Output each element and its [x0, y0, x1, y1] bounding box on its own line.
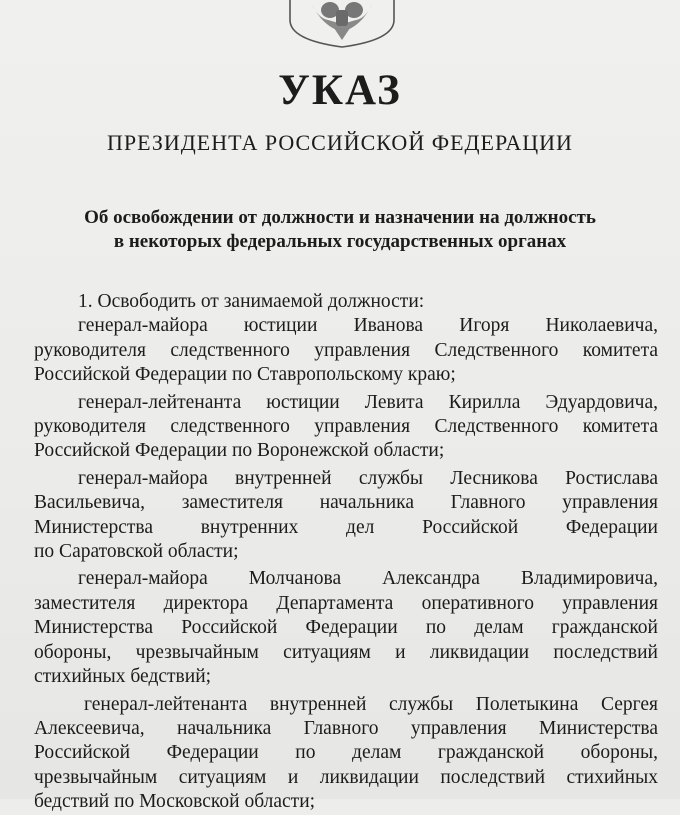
paragraph-lesnikov — [34, 467, 658, 565]
text-line: стихийных бедствий; — [34, 666, 212, 688]
text-line: Министерства Российской Федерации по делам гражданской — [34, 617, 658, 639]
paragraph-poletykin — [34, 693, 658, 815]
text-line: Российской Федерации по делам гражданской обороны, — [34, 742, 658, 764]
text-line: по Саратовской области; — [34, 541, 239, 563]
heading-line: в некоторых федеральных государственных органах — [113, 231, 567, 252]
heading-line: Об освобождении от должности и назначении на должность — [84, 207, 596, 228]
text-line: чрезвычайным ситуациям и ликвидации последствий стихийных — [34, 766, 658, 788]
text-line: заместителя директора Департамента оперативного управления — [34, 592, 658, 614]
text-line: Российской Федерации по Ставропольскому краю; — [34, 364, 456, 386]
paragraph-item-1 — [34, 290, 658, 314]
text-line: Васильевича, заместителя начальника Главного управления — [34, 492, 658, 514]
text-line: генерал-майора Молчанова Александра Владимировича, — [78, 568, 658, 590]
text-line: генерал-майора внутренней службы Лесникова Ростислава — [78, 467, 658, 489]
text-line: Алексеевича, начальника Главного управления Министерства — [34, 717, 658, 739]
decree-body — [34, 290, 658, 815]
text-line: генерал-лейтенанта внутренней службы Полетыкина Сергея — [84, 693, 658, 715]
text-line: генерал-лейтенанта юстиции Левита Кирилла Эдуардовича, — [78, 391, 658, 413]
paragraph-ivanov — [34, 314, 658, 387]
text-line: бедствий по Московской области; — [34, 791, 316, 813]
text-line: руководителя следственного управления Следственного комитета — [34, 416, 658, 438]
decree-subtitle: ПРЕЗИДЕНТА РОССИЙСКОЙ ФЕДЕРАЦИИ — [107, 130, 573, 155]
text-line: 1. Освободить от занимаемой должности: — [78, 291, 425, 312]
text-line: руководителя следственного управления Следственного комитета — [34, 339, 658, 361]
decree-heading — [0, 206, 680, 254]
paragraph-levit — [34, 391, 658, 464]
paragraph-molchanov — [34, 567, 658, 689]
text-line: Российской Федерации по Воронежской области; — [34, 440, 445, 462]
decree-title: УКАЗ — [278, 67, 402, 114]
text-line: Министерства внутренних дел Российской Федерации — [34, 516, 658, 538]
text-line: обороны, чрезвычайным ситуациям и ликвидации последствий — [34, 641, 658, 663]
text-line: генерал-майора юстиции Иванова Игоря Николаевича, — [78, 315, 658, 337]
coat-of-arms-icon — [286, 0, 398, 48]
